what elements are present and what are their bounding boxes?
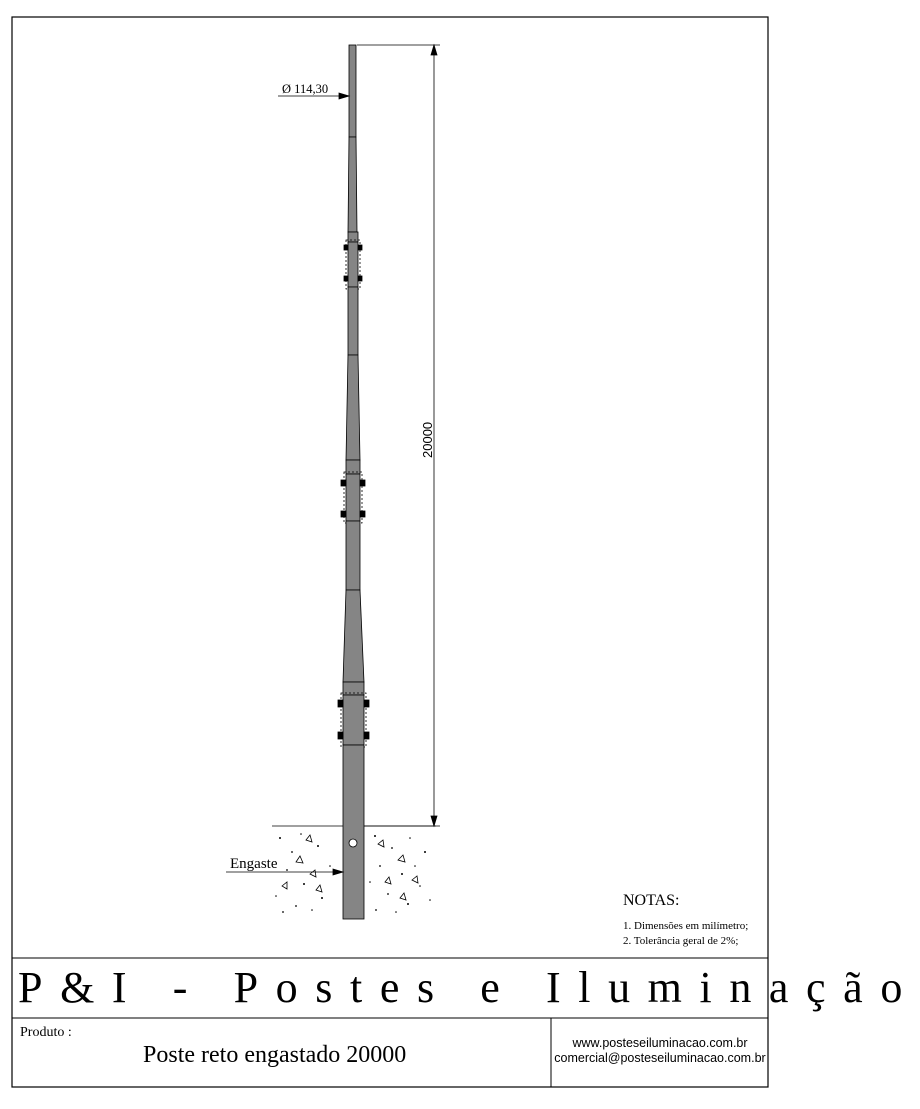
cable-entry-hole <box>349 839 357 847</box>
diameter-label: Ø 114,30 <box>282 82 329 96</box>
bolt <box>344 276 348 281</box>
pole-section-3b <box>343 590 364 682</box>
pole-joint-1 <box>348 242 358 287</box>
pole-joint-2 <box>346 474 360 521</box>
product-label: Produto : <box>20 1025 72 1040</box>
email-link[interactable]: comercial@posteseiluminacao.com.br <box>554 1051 766 1065</box>
notes-title: NOTAS: <box>623 892 680 909</box>
bolt <box>358 245 362 250</box>
pole-section-2b <box>346 355 360 460</box>
bolt <box>341 511 346 517</box>
note-1: 1. Dimensões em milímetro; <box>623 920 749 932</box>
pole-section-2 <box>348 287 358 355</box>
contact-block <box>552 1036 768 1066</box>
bolt <box>338 732 343 739</box>
engaste-label: Engaste <box>230 856 278 872</box>
note-2: 2. Tolerância geral de 2%; <box>623 935 739 947</box>
bolt <box>360 480 365 486</box>
company-name: P&I - Postes e Iluminação <box>18 963 920 1012</box>
bolt <box>364 732 369 739</box>
product-value: Poste reto engastado 20000 <box>143 1042 407 1068</box>
bolt <box>344 245 348 250</box>
website-link[interactable]: www.posteseiluminacao.com.br <box>572 1036 748 1050</box>
bolt <box>364 700 369 707</box>
pole-base-tube <box>343 745 364 919</box>
bolt <box>341 480 346 486</box>
height-label: 20000 <box>420 421 435 458</box>
bolt <box>358 276 362 281</box>
bolt <box>360 511 365 517</box>
pole-section-1 <box>348 137 357 232</box>
bolt <box>338 700 343 707</box>
pole-joint-3 <box>343 695 364 745</box>
pole-section-3 <box>346 521 360 590</box>
pole <box>338 45 369 919</box>
pole-top-tube <box>349 45 356 137</box>
